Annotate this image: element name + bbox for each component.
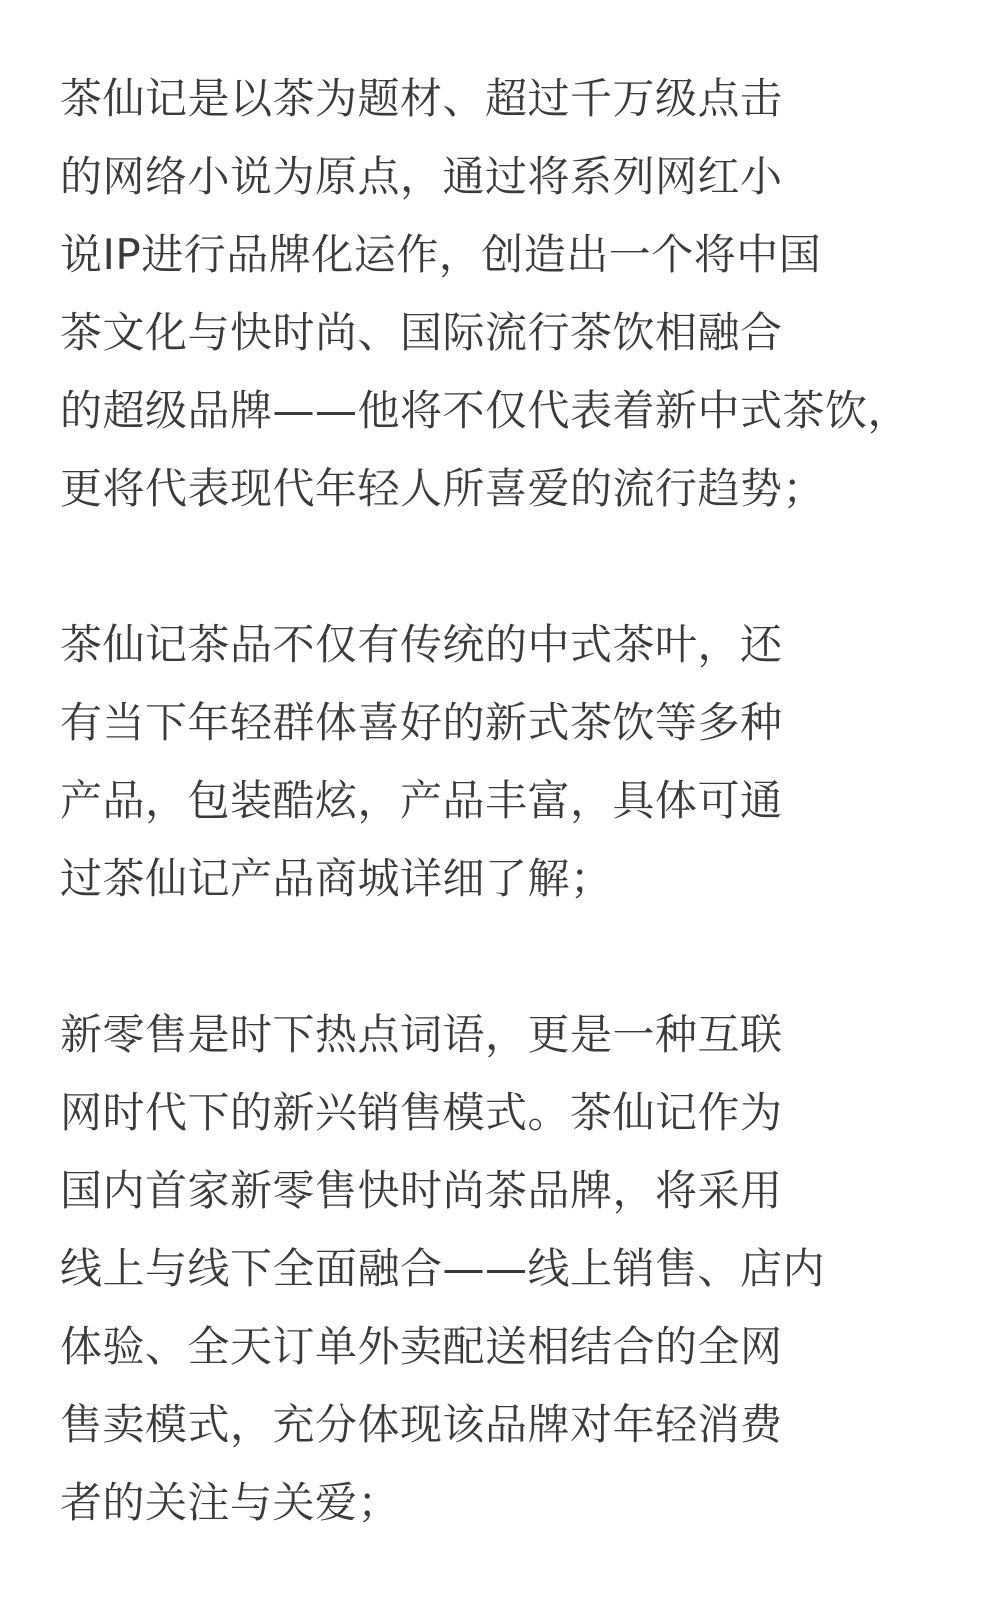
paragraph-line: 的网络小说为原点，通过将系列网红小 <box>60 152 783 201</box>
paragraph-line: 茶仙记茶品不仅有传统的中式茶叶，还 <box>60 620 783 669</box>
paragraph-line: 有当下年轻群体喜好的新式茶饮等多种 <box>60 698 783 747</box>
paragraph-line: 更将代表现代年轻人所喜爱的流行趋势； <box>60 464 826 513</box>
paragraph-line: 线上与线下全面融合——线上销售、店内 <box>60 1244 826 1293</box>
paragraph-line: 说IP进行品牌化运作，创造出一个将中国 <box>60 230 822 279</box>
paragraph-line: 者的关注与关爱； <box>60 1478 401 1527</box>
paragraph-line: 茶文化与快时尚、国际流行茶饮相融合 <box>60 308 783 357</box>
paragraph-2 <box>60 606 921 918</box>
paragraph-line: 过茶仙记产品商城详细了解； <box>60 854 613 903</box>
paragraph-spacer <box>60 918 921 996</box>
paragraph-line: 国内首家新零售快时尚茶品牌，将采用 <box>60 1166 783 1215</box>
paragraph-line: 新零售是时下热点词语，更是一种互联 <box>60 1010 783 1059</box>
paragraph-line: 的超级品牌——他将不仅代表着新中式茶饮， <box>60 386 911 435</box>
paragraph-spacer <box>60 528 921 606</box>
paragraph-3 <box>60 996 921 1542</box>
paragraph-line: 体验、全天订单外卖配送相结合的全网 <box>60 1322 783 1371</box>
paragraph-line: 茶仙记是以茶为题材、超过千万级点击 <box>60 74 783 123</box>
paragraph-1 <box>60 60 921 528</box>
paragraph-line: 网时代下的新兴销售模式。茶仙记作为 <box>60 1088 783 1137</box>
paragraph-line: 产品，包装酷炫，产品丰富，具体可通 <box>60 776 783 825</box>
paragraph-line: 售卖模式，充分体现该品牌对年轻消费 <box>60 1400 783 1449</box>
